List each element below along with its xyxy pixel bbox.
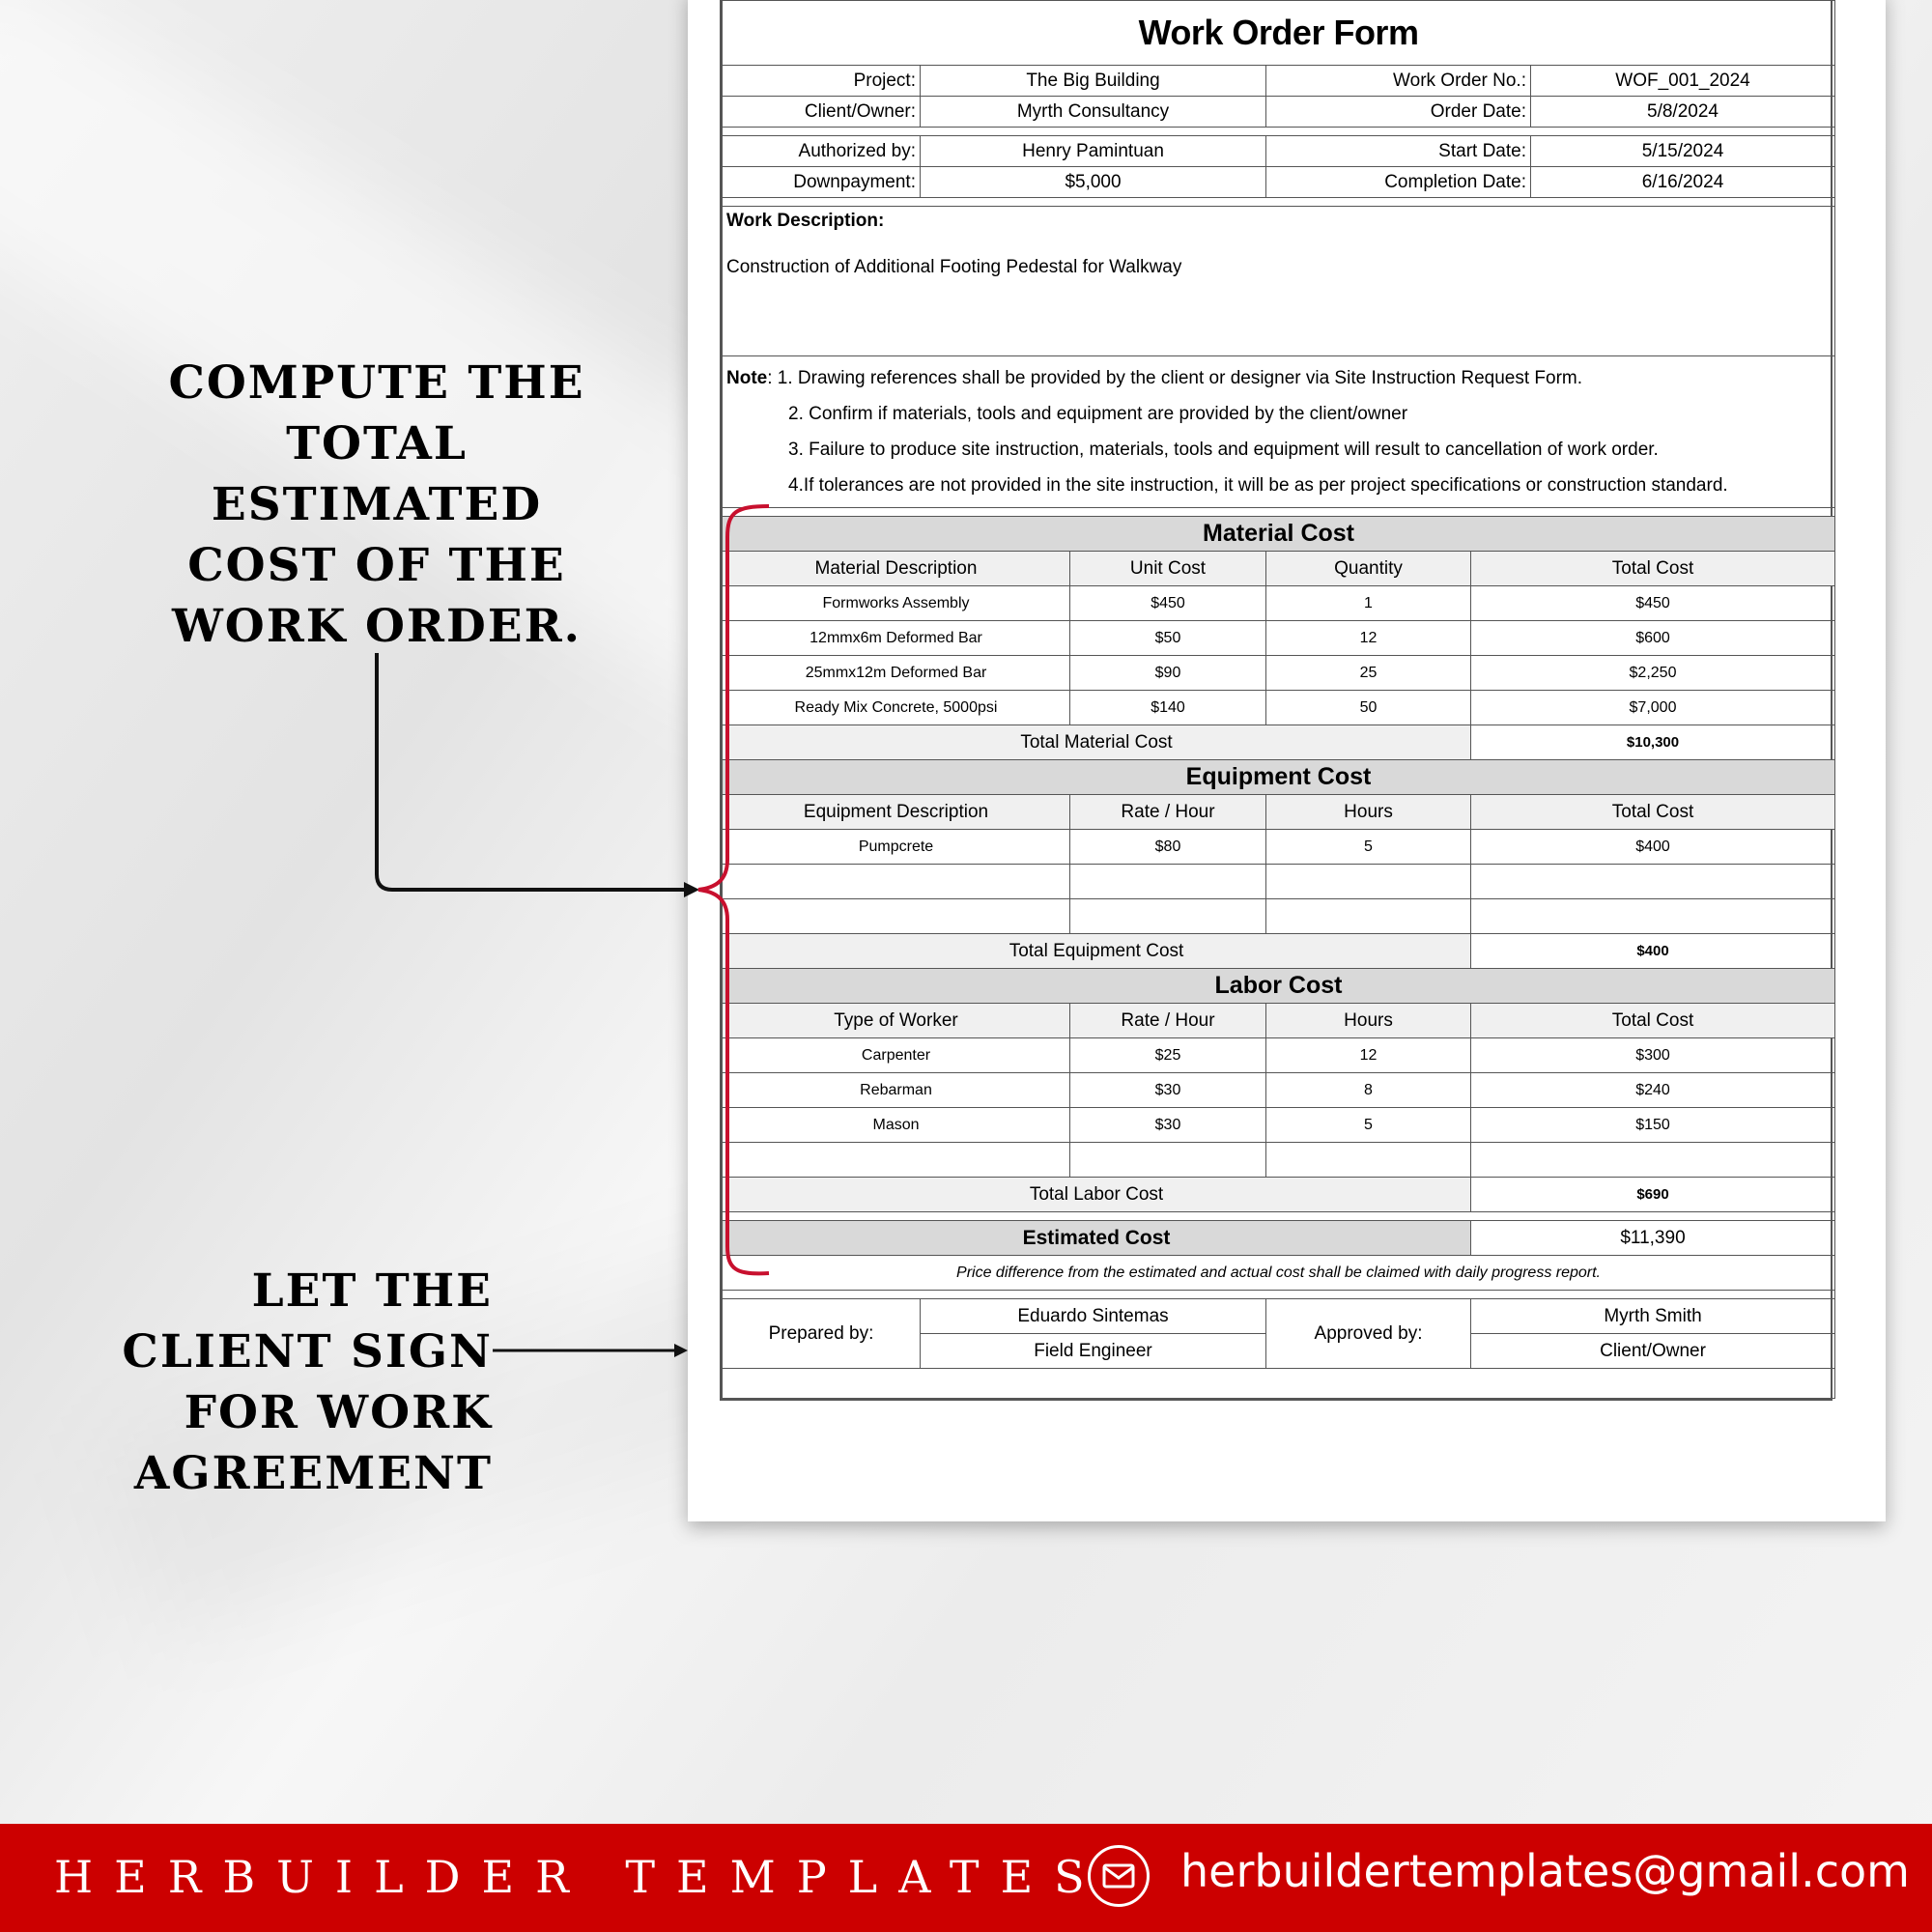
material-quantity: 50 <box>1266 691 1471 725</box>
labor-section-title: Labor Cost <box>723 969 1835 1004</box>
envelope-icon <box>1088 1845 1150 1907</box>
labor-total: $300 <box>1471 1038 1835 1073</box>
downpayment-label: Downpayment: <box>723 167 921 198</box>
prepared-by-name: Eduardo Sintemas <box>921 1299 1266 1334</box>
note-2: 2. Confirm if materials, tools and equipment are provided by the client/owner <box>788 404 1408 424</box>
client-value: Myrth Consultancy <box>921 97 1266 128</box>
labor-total: $240 <box>1471 1073 1835 1108</box>
wo-no-value: WOF_001_2024 <box>1531 66 1835 97</box>
authorized-value: Henry Pamintuan <box>921 136 1266 167</box>
project-label: Project: <box>723 66 921 97</box>
labor-rate <box>1070 1143 1266 1178</box>
price-disclaimer: Price difference from the estimated and actual cost shall be claimed with daily progress report. <box>723 1256 1835 1291</box>
material-total: $7,000 <box>1471 691 1835 725</box>
material-total: $2,250 <box>1471 656 1835 691</box>
approved-by-title: Client/Owner <box>1471 1334 1835 1369</box>
note-4: 4.If tolerances are not provided in the site instruction, it will be as per project specifications or construction standard. <box>788 475 1728 496</box>
labor-col-total: Total Cost <box>1471 1004 1835 1038</box>
form-title: Work Order Form <box>723 1 1835 66</box>
material-description: Formworks Assembly <box>723 586 1070 621</box>
equipment-total-label: Total Equipment Cost <box>723 934 1471 969</box>
note-1: : 1. Drawing references shall be provided by the client or designer via Site Instruction Request Form. <box>767 368 1583 388</box>
work-description-label: Work Description: <box>726 211 885 231</box>
table-row <box>723 1073 1835 1108</box>
labor-worker: Rebarman <box>723 1073 1070 1108</box>
work-description-text: Construction of Additional Footing Pedestal for Walkway <box>726 257 1182 277</box>
equipment-hours <box>1266 865 1471 899</box>
labor-hours: 12 <box>1266 1038 1471 1073</box>
order-date-value: 5/8/2024 <box>1531 97 1835 128</box>
material-total-value: $10,300 <box>1471 725 1835 760</box>
project-value: The Big Building <box>921 66 1266 97</box>
material-unit-cost: $450 <box>1070 586 1266 621</box>
equipment-section-title: Equipment Cost <box>723 760 1835 795</box>
material-quantity: 1 <box>1266 586 1471 621</box>
labor-col-worker: Type of Worker <box>723 1004 1070 1038</box>
table-row <box>723 1038 1835 1073</box>
material-unit-cost: $140 <box>1070 691 1266 725</box>
material-col-description: Material Description <box>723 552 1070 586</box>
client-label: Client/Owner: <box>723 97 921 128</box>
approved-by-name: Myrth Smith <box>1471 1299 1835 1334</box>
equipment-rate <box>1070 899 1266 934</box>
equipment-rate <box>1070 865 1266 899</box>
note-3: 3. Failure to produce site instruction, materials, tools and equipment will result to cancellation of work order. <box>788 440 1659 460</box>
equipment-col-hours: Hours <box>1266 795 1471 830</box>
labor-worker: Mason <box>723 1108 1070 1143</box>
estimated-cost-label: Estimated Cost <box>723 1221 1471 1256</box>
material-description: 25mmx12m Deformed Bar <box>723 656 1070 691</box>
contact-email[interactable]: herbuildertemplates@gmail.com <box>1180 1845 1910 1897</box>
equipment-description: Pumpcrete <box>723 830 1070 865</box>
labor-worker: Carpenter <box>723 1038 1070 1073</box>
equipment-total-value: $400 <box>1471 934 1835 969</box>
labor-worker <box>723 1143 1070 1178</box>
wo-no-label: Work Order No.: <box>1266 66 1531 97</box>
prepared-by-label: Prepared by: <box>723 1299 921 1369</box>
table-row <box>723 586 1835 621</box>
spacer-row <box>723 128 1835 136</box>
callout-client-sign: LET THE CLIENT SIGN FOR WORK AGREEMENT <box>122 1264 493 1500</box>
material-col-unit-cost: Unit Cost <box>1070 552 1266 586</box>
labor-rate: $25 <box>1070 1038 1266 1073</box>
footer-banner <box>0 1824 1932 1932</box>
callout-compute-cost: COMPUTE THE TOTAL ESTIMATED COST OF THE WORK ORDER. <box>168 356 585 653</box>
brand-name: HERBUILDER TEMPLATES <box>54 1851 1106 1903</box>
order-date-label: Order Date: <box>1266 97 1531 128</box>
authorized-label: Authorized by: <box>723 136 921 167</box>
material-total: $450 <box>1471 586 1835 621</box>
table-row <box>723 830 1835 865</box>
downpayment-value: $5,000 <box>921 167 1266 198</box>
spacer-row <box>723 508 1835 517</box>
work-order-form <box>720 0 1833 1401</box>
material-col-quantity: Quantity <box>1266 552 1471 586</box>
prepared-by-title: Field Engineer <box>921 1334 1266 1369</box>
table-row <box>723 691 1835 725</box>
equipment-rate: $80 <box>1070 830 1266 865</box>
equipment-col-description: Equipment Description <box>723 795 1070 830</box>
compute-arrow-line <box>377 653 688 890</box>
equipment-hours <box>1266 899 1471 934</box>
material-col-total: Total Cost <box>1471 552 1835 586</box>
start-date-value: 5/15/2024 <box>1531 136 1835 167</box>
notes-label: Note <box>726 368 768 388</box>
material-description: Ready Mix Concrete, 5000psi <box>723 691 1070 725</box>
material-quantity: 25 <box>1266 656 1471 691</box>
spacer-row <box>723 1291 1835 1299</box>
spacer-row <box>723 198 1835 207</box>
spacer-row <box>723 1369 1835 1399</box>
equipment-total <box>1471 865 1835 899</box>
material-total-label: Total Material Cost <box>723 725 1471 760</box>
labor-total-label: Total Labor Cost <box>723 1178 1471 1212</box>
spacer-row <box>723 1212 1835 1221</box>
labor-total-value: $690 <box>1471 1178 1835 1212</box>
table-row <box>723 899 1835 934</box>
equipment-col-total: Total Cost <box>1471 795 1835 830</box>
table-row <box>723 621 1835 656</box>
labor-hours: 8 <box>1266 1073 1471 1108</box>
equipment-total: $400 <box>1471 830 1835 865</box>
equipment-description <box>723 865 1070 899</box>
equipment-hours: 5 <box>1266 830 1471 865</box>
equipment-col-rate: Rate / Hour <box>1070 795 1266 830</box>
equipment-description <box>723 899 1070 934</box>
completion-label: Completion Date: <box>1266 167 1531 198</box>
completion-value: 6/16/2024 <box>1531 167 1835 198</box>
equipment-total <box>1471 899 1835 934</box>
material-unit-cost: $50 <box>1070 621 1266 656</box>
material-total: $600 <box>1471 621 1835 656</box>
labor-total <box>1471 1143 1835 1178</box>
work-description <box>723 207 1835 356</box>
labor-rate: $30 <box>1070 1073 1266 1108</box>
approved-by-label: Approved by: <box>1266 1299 1471 1369</box>
labor-col-hours: Hours <box>1266 1004 1471 1038</box>
estimated-cost-value: $11,390 <box>1471 1221 1835 1256</box>
material-quantity: 12 <box>1266 621 1471 656</box>
labor-hours: 5 <box>1266 1108 1471 1143</box>
labor-hours <box>1266 1143 1471 1178</box>
table-row <box>723 1108 1835 1143</box>
labor-col-rate: Rate / Hour <box>1070 1004 1266 1038</box>
labor-rate: $30 <box>1070 1108 1266 1143</box>
material-description: 12mmx6m Deformed Bar <box>723 621 1070 656</box>
material-section-title: Material Cost <box>723 517 1835 552</box>
notes-section <box>723 356 1835 508</box>
labor-total: $150 <box>1471 1108 1835 1143</box>
start-date-label: Start Date: <box>1266 136 1531 167</box>
material-unit-cost: $90 <box>1070 656 1266 691</box>
table-row <box>723 1143 1835 1178</box>
table-row <box>723 656 1835 691</box>
table-row <box>723 865 1835 899</box>
